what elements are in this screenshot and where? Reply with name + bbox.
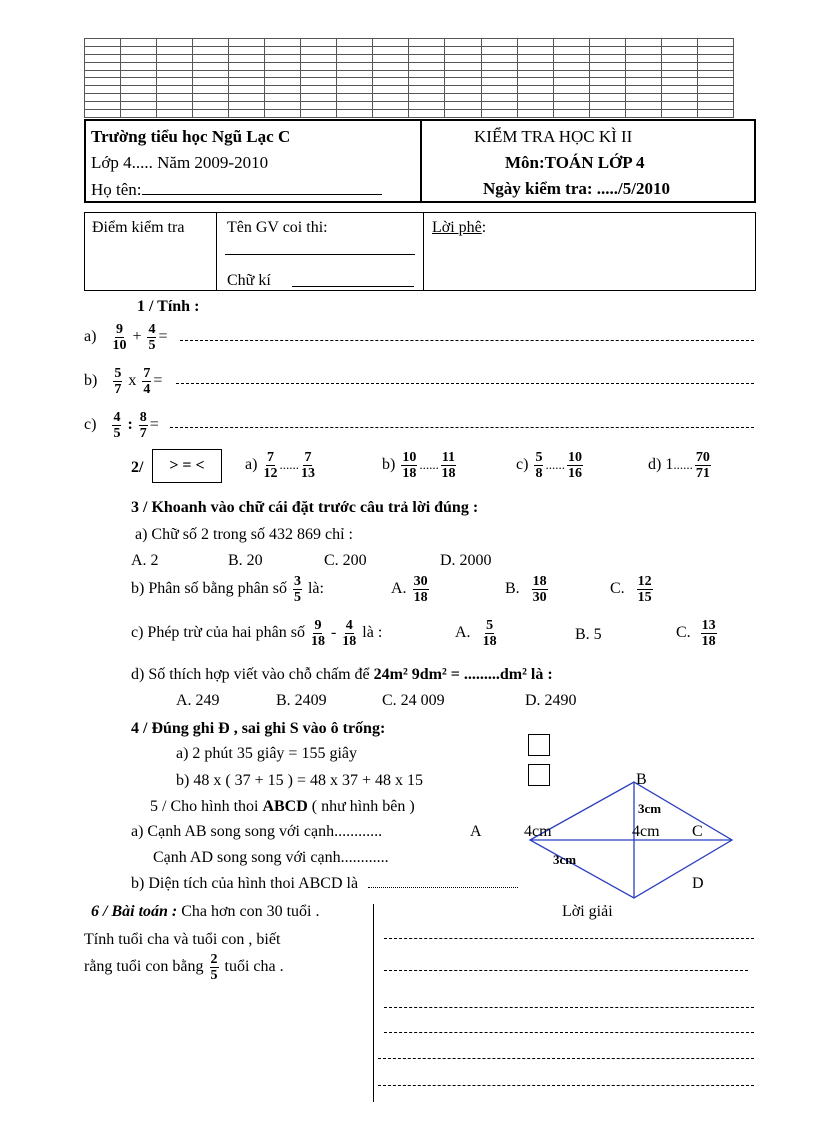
q1a — [84, 322, 168, 353]
exam-title: KIỂM TRA HỌC KÌ II — [474, 127, 633, 146]
q2b-label: b) — [382, 456, 396, 474]
teacher-label: Tên GV coi thi: — [227, 219, 328, 236]
q3d-option-b[interactable]: B. 2409 — [276, 692, 327, 709]
q2b-right — [441, 450, 456, 481]
q3b-frac — [293, 574, 302, 605]
name-label-text: Họ tên: — [91, 180, 142, 199]
q3b-option-b-frac — [532, 574, 548, 605]
q2c-left — [534, 450, 543, 481]
q3c-oc-den: 18 — [701, 634, 716, 649]
q6-line2: Tính tuổi cha và tuổi con , biết — [84, 931, 281, 948]
q2d-label: d) 1 — [648, 456, 674, 474]
q2d-right-den: 71 — [695, 466, 710, 481]
q2c-dots[interactable]: ...... — [545, 457, 565, 473]
q3c-option-b[interactable]: B. 5 — [575, 626, 602, 643]
solution-label: Lời giải — [562, 903, 613, 920]
q1b-answer-line[interactable] — [176, 383, 754, 384]
school-name: Trường tiểu học Ngũ Lạc C — [91, 127, 291, 146]
comment-colon: : — [481, 219, 487, 236]
signature-label: Chữ kí — [227, 272, 271, 289]
q1a-f2-num: 4 — [148, 322, 156, 337]
solution-divider — [373, 904, 374, 1102]
q4a-statement: a) 2 phút 35 giây = 155 giây — [176, 745, 357, 762]
q1b-op: x — [128, 372, 137, 390]
q2a — [245, 450, 317, 481]
q2-symbol-box — [152, 449, 222, 483]
q2d-right — [695, 450, 711, 481]
q3c-f1-num: 9 — [314, 618, 322, 633]
q3b-option-c-frac — [637, 574, 653, 605]
q3b-option-c[interactable] — [610, 574, 655, 605]
q3c-option-a-frac — [483, 618, 497, 649]
q1a-answer-line[interactable] — [180, 340, 754, 341]
q3d-expression: 24m² 9dm² = .........dm² là : — [373, 666, 553, 683]
q3d-option-c[interactable]: C. 24 009 — [382, 692, 445, 709]
q5-title-post: ( như hình bên ) — [311, 798, 415, 815]
vertex-c: C — [692, 823, 703, 840]
q2a-left-den: 12 — [263, 466, 278, 481]
top-grid — [84, 38, 734, 118]
q2a-right-num: 7 — [304, 450, 312, 465]
q3b-oc-num: 12 — [637, 574, 652, 589]
q3b-option-a-letter: A. — [391, 580, 407, 598]
q3b-option-a[interactable] — [391, 574, 431, 605]
q6-title — [91, 903, 177, 920]
q3b-frac-den: 5 — [293, 590, 301, 605]
q1c-answer-line[interactable] — [170, 427, 754, 428]
q2-title: 2/ — [131, 459, 144, 476]
q3b-oc-den: 15 — [637, 590, 652, 605]
q2c-right-num: 10 — [567, 450, 582, 465]
q3d-option-a[interactable]: A. 249 — [176, 692, 220, 709]
q2b-right-den: 18 — [441, 466, 456, 481]
q1b-eq: = — [153, 372, 163, 390]
q1a-f1-den: 10 — [112, 338, 127, 353]
q6-frac-num: 2 — [210, 952, 218, 967]
q5-title — [150, 798, 415, 816]
q3c-minus: - — [330, 624, 337, 642]
q2d-dots[interactable]: ...... — [673, 457, 693, 473]
score-box — [84, 212, 756, 291]
solution-line-1[interactable] — [384, 938, 754, 939]
class-year: Lớp 4..... Năm 2009-2010 — [91, 153, 269, 172]
q6-line3-text: rằng tuổi con bằng — [84, 958, 204, 976]
comment-label — [432, 219, 486, 237]
vertex-b: B — [636, 771, 647, 788]
q5b-answer-dots[interactable] — [368, 887, 518, 888]
q3c — [131, 618, 382, 649]
q1c-op: : — [127, 416, 133, 434]
q1c-eq: = — [149, 416, 159, 434]
q1a-label: a) — [84, 328, 97, 346]
q6-line3 — [84, 952, 284, 983]
q6-line1-text: Cha hơn con 30 tuổi . — [181, 903, 320, 920]
q1c-label: c) — [84, 416, 97, 434]
label-ob-3cm: 3cm — [638, 801, 662, 816]
q1b-f2-den: 4 — [143, 382, 151, 397]
q2a-label: a) — [245, 456, 258, 474]
q3c-oa-den: 18 — [482, 634, 497, 649]
q2d — [648, 450, 713, 481]
q2c — [516, 450, 585, 481]
solution-line-4[interactable] — [384, 1032, 754, 1033]
q6-line1 — [91, 903, 319, 921]
q5-title-bold: ABCD — [262, 798, 308, 815]
q3b-option-a-frac — [413, 574, 429, 605]
q1a-op: + — [132, 328, 142, 346]
q1b-f2-num: 7 — [143, 366, 151, 381]
q2c-right — [567, 450, 583, 481]
q1a-frac2 — [147, 322, 156, 353]
q3b-ob-num: 18 — [532, 574, 547, 589]
q1b-f1-num: 5 — [114, 366, 122, 381]
score-divider-2 — [423, 212, 424, 291]
q1c-f2-den: 7 — [139, 426, 147, 441]
q1b-f1-den: 7 — [114, 382, 122, 397]
q3b-frac-num: 3 — [293, 574, 301, 589]
q6-frac-den: 5 — [210, 968, 218, 983]
q2-symbols: > = < — [169, 457, 205, 474]
q3c-f2-den: 18 — [342, 634, 357, 649]
q3c-option-c[interactable] — [676, 618, 719, 649]
solution-line-6[interactable] — [378, 1085, 754, 1086]
q2a-left — [263, 450, 277, 481]
q2c-right-den: 16 — [567, 466, 582, 481]
q1b-frac1 — [113, 366, 122, 397]
comment-label-text: Lời phê — [432, 219, 482, 236]
score-divider-1 — [216, 212, 217, 291]
q2a-right-den: 13 — [300, 466, 315, 481]
q3c-question: c) Phép trừ của hai phân số — [131, 624, 305, 642]
q1a-frac1 — [112, 322, 126, 353]
q3b — [131, 574, 324, 605]
label-od-3cm: 3cm — [553, 852, 577, 867]
q3a-option-b[interactable]: B. 20 — [228, 552, 263, 569]
solution-line-3[interactable] — [384, 1007, 754, 1008]
name-line[interactable] — [142, 194, 382, 195]
q4-title: 4 / Đúng ghi Đ , sai ghi S vào ô trống: — [131, 720, 386, 737]
q6-line3-end: tuổi cha . — [224, 958, 284, 976]
q3b-option-b[interactable] — [505, 574, 550, 605]
solution-line-5[interactable] — [378, 1058, 754, 1059]
solution-line-2[interactable] — [384, 970, 748, 971]
exam-subject: Môn:TOÁN LỚP 4 — [505, 153, 645, 172]
q2a-left-num: 7 — [266, 450, 274, 465]
q4b-statement: b) 48 x ( 37 + 15 ) = 48 x 37 + 48 x 15 — [176, 772, 424, 789]
exam-date: Ngày kiểm tra: ...../5/2010 — [483, 179, 670, 198]
q2b-left — [401, 450, 417, 481]
q2c-left-den: 8 — [535, 466, 543, 481]
q3c-option-a[interactable] — [455, 618, 499, 649]
q5b-line — [131, 875, 518, 893]
q3c-la: là : — [362, 624, 383, 642]
q3c-option-c-letter: C. — [676, 624, 691, 642]
q3d-option-d[interactable]: D. 2490 — [525, 692, 577, 709]
q1c-f2-num: 8 — [139, 410, 147, 425]
teacher-line[interactable] — [225, 254, 415, 255]
q1c-frac1 — [112, 410, 121, 441]
q3c-oa-num: 5 — [486, 618, 494, 633]
q2c-label: c) — [516, 456, 529, 474]
q3b-oa-den: 18 — [413, 590, 428, 605]
q3c-frac1 — [311, 618, 325, 649]
name-label — [91, 180, 382, 200]
q3b-question: b) Phân số bằng phân số — [131, 580, 287, 598]
q3b-option-b-letter: B. — [505, 580, 520, 598]
q3b-ob-den: 30 — [532, 590, 547, 605]
q3d — [131, 666, 553, 684]
signature-line[interactable] — [292, 286, 414, 287]
q2b-left-num: 10 — [402, 450, 417, 465]
q5-title-pre: 5 / Cho hình thoi — [150, 798, 259, 815]
q1c-f1-num: 4 — [113, 410, 121, 425]
q3-title: 3 / Khoanh vào chữ cái đặt trước câu trả lời đúng : — [131, 499, 479, 516]
q3a-question: a) Chữ số 2 trong số 432 869 chỉ : — [135, 526, 353, 543]
q5b-text: b) Diện tích của hình thoi ABCD là — [131, 875, 359, 892]
q2a-right — [301, 450, 315, 481]
q3c-oc-num: 13 — [701, 618, 716, 633]
q1c — [84, 410, 159, 441]
q1c-f1-den: 5 — [113, 426, 121, 441]
q1b — [84, 366, 162, 397]
q3c-f1-den: 18 — [310, 634, 325, 649]
q2b-right-num: 11 — [441, 450, 456, 465]
label-ao-4cm: 4cm — [524, 823, 552, 840]
q3c-option-a-letter: A. — [455, 624, 471, 642]
q1a-f1-num: 9 — [115, 322, 123, 337]
q1a-eq: = — [158, 328, 168, 346]
q2b-dots[interactable]: ...... — [419, 457, 439, 473]
q3a-option-d[interactable]: D. 2000 — [440, 552, 492, 569]
q3c-frac2 — [342, 618, 356, 649]
q3a-option-a[interactable]: A. 2 — [131, 552, 159, 569]
q3c-f2-num: 4 — [345, 618, 353, 633]
score-label: Điểm kiểm tra — [92, 219, 185, 236]
q2b — [382, 450, 458, 481]
q1b-frac2 — [142, 366, 151, 397]
q2a-dots[interactable]: ...... — [279, 457, 299, 473]
q1-title: 1 / Tính : — [137, 298, 200, 315]
q2d-right-num: 70 — [695, 450, 710, 465]
label-oc-4cm: 4cm — [632, 823, 660, 840]
q3b-la: là: — [307, 580, 324, 598]
q5a-line2[interactable]: Cạnh AD song song với cạnh............ — [153, 849, 389, 866]
q1c-frac2 — [139, 410, 148, 441]
q3b-option-c-letter: C. — [610, 580, 625, 598]
q2c-left-num: 5 — [535, 450, 543, 465]
q2b-left-den: 18 — [402, 466, 417, 481]
q3c-option-c-frac — [701, 618, 717, 649]
q3a-option-c[interactable]: C. 200 — [324, 552, 367, 569]
q1a-f2-den: 5 — [148, 338, 156, 353]
vertex-a: A — [470, 823, 482, 840]
q6-title-text: 6 / Bài toán : — [91, 903, 178, 920]
q1b-label: b) — [84, 372, 98, 390]
q3d-question: d) Số thích hợp viết vào chỗ chấm để — [131, 666, 370, 683]
q6-frac — [210, 952, 219, 983]
vertex-d: D — [692, 875, 704, 892]
q5a-line1[interactable]: a) Cạnh AB song song với cạnh............ — [131, 823, 383, 840]
q4a-answer-box[interactable] — [528, 734, 550, 756]
q3b-oa-num: 30 — [413, 574, 428, 589]
